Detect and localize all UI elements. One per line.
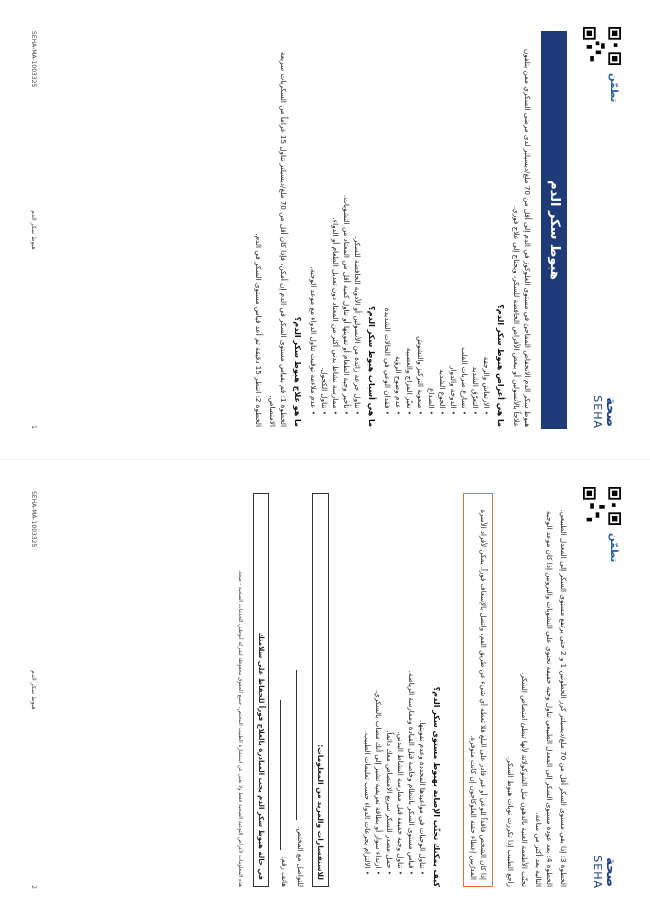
list-item: • الدوخة والدوار <box>448 33 459 415</box>
list-item: • ممارسة نشاط بدني أكثر من المعتاد دون تعديل الطعام أو الدواء. <box>330 33 341 415</box>
note-fatty-foods: تجنّب الأطعمة الغنية بالدهون مثل الشوكولاتة لأنها تبطئ امتصاص السكر. <box>520 672 529 887</box>
phone-label: هاتف رقم: <box>280 856 288 887</box>
phone-field <box>280 493 289 887</box>
list-item: • عدم ملاءمة توقيت تناول الدواء مع موعد الوجبة. <box>308 33 319 415</box>
list-item: • قياس مستوى السكر بانتظام وخاصة قبل القيادة وممارسة الرياضة. <box>406 493 417 875</box>
treatment-step-1: الخطوة 1: قم بقياس مستوى السكر في الدم إن أمكن، فإذا كان أقل من 70 ملغ/ديسيلتر تناول 15 غراماً من السكريات سريعة الامتصاص. <box>268 51 288 427</box>
brand-arabic: صحة <box>603 397 618 428</box>
footer-title: هبوط سكر الدم <box>30 210 37 250</box>
footer-title: هبوط سكر الدم <box>30 670 37 710</box>
list-item: • حمل مصدر للسكر سريع الامتصاص معك دائماً. <box>384 493 395 875</box>
page1-header <box>571 25 623 435</box>
list-item: • تأخير وجبة الطعام أو تفويتها أو تناول كمية أقل من المعتاد من النشويات. <box>341 33 352 415</box>
page2-body <box>502 493 569 887</box>
contact-field <box>296 493 305 887</box>
document-code: SEHA-MA-1003325 <box>30 491 37 548</box>
treatment-warning: في حالة هبوط سكر الدم يجب المبادرة بالعلاج فوراً للحفاظ على سلامتك <box>253 493 269 887</box>
qr-code-icon <box>583 487 621 525</box>
prevention-list <box>362 493 428 875</box>
list-item: • الالتزام بجرعات الدواء حسب تعليمات الطبيب. <box>362 493 373 875</box>
document-page-2 <box>0 460 650 920</box>
brand-english: SEHA <box>591 855 604 889</box>
qr-code-icon <box>583 27 621 65</box>
crest-logo: تطمّن <box>608 73 619 103</box>
treatment-heading: ما هو علاج هبوط سكر الدم؟ <box>293 316 302 427</box>
list-item: • تناول الوجبات في مواعيدها المحددة وعدم تفويتها. <box>417 493 428 875</box>
list-item: • عدم وضوح الرؤية <box>393 33 404 415</box>
page1-body <box>250 33 533 427</box>
list-item: • الصداع <box>426 33 437 415</box>
list-item: • تسارع ضربات القلب <box>459 33 470 415</box>
list-item: • الارتعاش والرجفة <box>481 33 492 415</box>
brand-english: SEHA <box>591 395 604 429</box>
causes-list <box>308 33 363 415</box>
page-number: 2 <box>30 885 37 889</box>
symptoms-list <box>382 33 492 415</box>
list-item: • تناول الكحول. <box>319 33 330 415</box>
seha-logo <box>591 395 617 429</box>
list-item: • فقدان الوعي في الحالات الشديدة <box>382 33 393 415</box>
phone-blank-line <box>280 700 289 850</box>
prevention-heading: كيف يمكنك تجنّب الإصابة بهبوط مستوى سكر الدم؟ <box>432 686 441 887</box>
prevention-section <box>360 493 447 887</box>
list-item: • تغيّر المزاج والعصبية <box>404 33 415 415</box>
list-item: • تناول جرعة زائدة من الأنسولين أو الأدوية الخافضة للسكر. <box>352 33 363 415</box>
contact-label: للتواصل مع المختص: <box>296 826 304 887</box>
contact-blank-line <box>296 670 305 820</box>
list-item: • تناول وجبة خفيفة قبل ممارسة النشاط البدني. <box>395 493 406 875</box>
treatment-step-3: الخطوة 3: إذا بقي مستوى السكر أقل من 70 ملغ/ديسيلتر كرر الخطوتين 1 و 2 حتى يرتفع مستوى السكر إلى المعدل الطبيعي. <box>559 509 568 887</box>
page1-footer <box>25 31 39 429</box>
page2-header <box>571 485 623 895</box>
page-number: 1 <box>30 425 37 429</box>
symptoms-heading: ما هي أعراض هبوط سكر الدم؟ <box>496 304 505 427</box>
list-item: • الجوع الشديد <box>437 33 448 415</box>
list-item: • صعوبة التركيز والتشوش <box>415 33 426 415</box>
causes-heading: ما هي أسباب هبوط سكر الدم؟ <box>367 306 376 427</box>
note-see-doctor: راجع الطبيب إذا تكررت نوبات هبوط السكر. <box>506 756 515 887</box>
document-code: SEHA-MA-1003325 <box>30 31 37 88</box>
intro-text: هبوط سكر الدم الانخفاض المفاجئ في مستوى الغلوكوز في الدم إلى أقل من 70 ملغ/ديسيلتر لدى مرضى السكري ممن يتلقون علاجاً بالأنسولين أو ببعض الأقراص الخافضة للسكر، ويحتاج إلى علاج فوري. <box>512 49 532 427</box>
treatment-step-4: الخطوة 4: بعد عودة مستوى السكر إلى المعدل الطبيعي تناول وجبة خفيفة تحتوي على النشويات والبروتين إذا كان موعد الوجبة التالية بعد أكثر من ساعة. <box>534 511 554 887</box>
crest-logo: تطمّن <box>608 533 619 563</box>
seha-logo <box>591 855 617 889</box>
brand-arabic: صحة <box>603 857 618 888</box>
list-item: • ارتداء سوار أو بطاقة تعريفية تشير إلى أنك مصاب بالسكري. <box>373 493 384 875</box>
disclaimer-text: هذه المعلومات لأغراض التوعية الصحية فقط ولا تغني عن استشارة الطبيب المختص. جميع الحقوق محفوظة لشركة أبوظبي للخدمات الصحية - صحة. <box>237 569 243 887</box>
page2-footer <box>25 491 39 889</box>
page-title: هبوط سكر الدم <box>541 31 567 429</box>
warning-callout: إذا كان الشخص فاقداً للوعي أو غير قادر على البلع فلا تعطه أي شيء عن طريق الفم، واتصل بالإسعاف فوراً. يمكن لأفراد الأسرة المدرّبين إعطاء حقنة الغلوكاجون إن كانت متوفرة. <box>463 493 493 887</box>
list-item: • التعرّق الشديد <box>470 33 481 415</box>
treatment-step-2: الخطوة 2: انتظر 15 دقيقة ثم أعد قياس مستوى السكر في الدم. <box>254 233 263 427</box>
inquiries-heading: للاستفسارات والمزيد من المعلومات: <box>312 493 329 887</box>
